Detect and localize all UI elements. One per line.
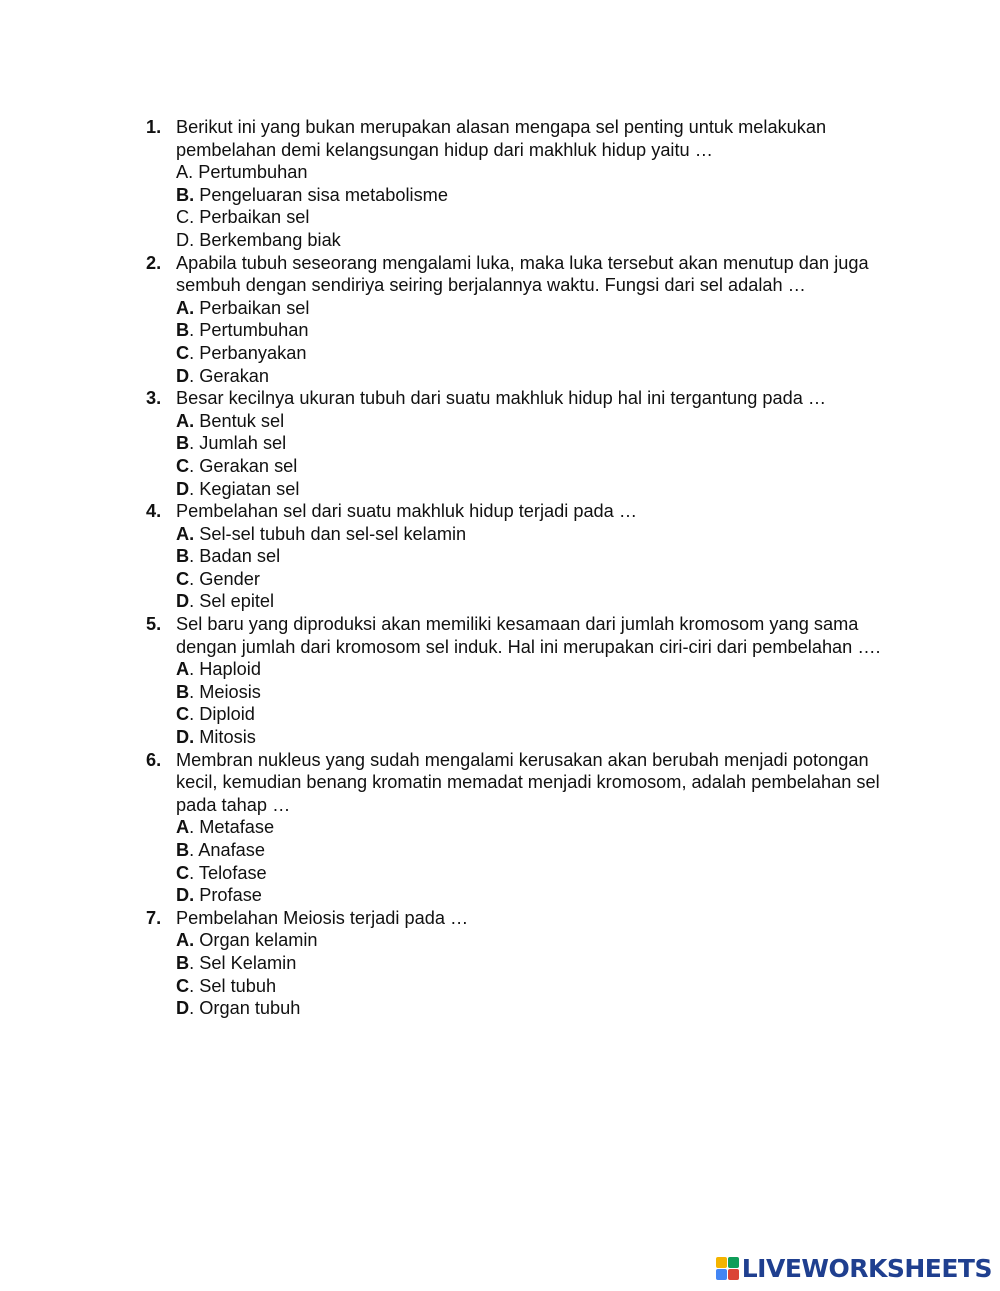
answer-option[interactable] xyxy=(176,229,886,252)
answer-option[interactable] xyxy=(176,726,886,749)
liveworksheets-logo xyxy=(716,1253,992,1283)
answer-option[interactable] xyxy=(176,432,886,455)
option-letter: A. xyxy=(176,930,195,951)
option-text: Diploid xyxy=(194,704,255,725)
option-separator: . xyxy=(189,433,195,454)
question-body xyxy=(176,387,886,500)
option-letter: B xyxy=(176,840,190,860)
option-letter: D xyxy=(176,478,190,499)
answer-option[interactable] xyxy=(176,703,886,726)
option-letter: B xyxy=(176,546,190,567)
option-text: Profase xyxy=(194,885,262,906)
option-text: Gerakan sel xyxy=(194,455,298,476)
question-5 xyxy=(146,613,886,749)
question-7 xyxy=(146,907,886,1020)
option-letter: D xyxy=(176,998,190,1019)
question-body xyxy=(176,749,886,907)
option-text: Kegiatan sel xyxy=(194,478,300,499)
question-text: Apabila tubuh seseorang mengalami luka, maka luka tersebut akan menutup dan juga sembuh dengan sendiriya seiring berjalannya waktu. Fungsi dari sel adalah … xyxy=(176,252,869,296)
option-letter: C xyxy=(176,975,190,996)
answer-option[interactable] xyxy=(176,862,886,885)
option-letter: B. xyxy=(176,184,195,205)
option-text: Pertumbuhan xyxy=(194,320,309,341)
option-text: Anafase xyxy=(194,840,265,860)
option-letter: A. xyxy=(176,523,195,544)
option-text: Metafase xyxy=(194,817,275,838)
answer-option[interactable] xyxy=(176,975,886,998)
question-body xyxy=(176,252,886,388)
question-number: 2. xyxy=(146,252,162,273)
answer-option[interactable] xyxy=(176,523,886,546)
option-text: Perbanyakan xyxy=(194,342,307,363)
option-text: Sel Kelamin xyxy=(194,952,297,973)
option-letter: B xyxy=(176,433,190,454)
answer-option[interactable] xyxy=(176,365,886,388)
question-number: 5. xyxy=(146,614,162,635)
answer-option[interactable] xyxy=(176,816,886,839)
answer-option[interactable] xyxy=(176,884,886,907)
question-number: 7. xyxy=(146,907,162,928)
option-separator: . xyxy=(189,840,195,860)
question-text: Sel baru yang diproduksi akan memiliki kesamaan dari jumlah kromosom yang sama dengan jumlah dari kromosom sel induk. Hal ini merupakan ciri-ciri dari pembelahan …. xyxy=(176,614,881,657)
option-separator: . xyxy=(189,998,195,1019)
question-6 xyxy=(146,749,886,907)
liveworksheets-logo-icon xyxy=(716,1257,739,1280)
option-letter: B xyxy=(176,681,190,702)
logo-square-red xyxy=(728,1269,739,1280)
option-letter: D. xyxy=(176,727,195,748)
answer-option[interactable] xyxy=(176,839,886,862)
option-text: Berkembang biak xyxy=(194,229,341,250)
option-text: Badan sel xyxy=(194,546,281,567)
answer-option[interactable] xyxy=(176,952,886,975)
option-text: Organ kelamin xyxy=(194,930,318,951)
option-letter: D. xyxy=(176,885,195,906)
question-text: Berikut ini yang bukan merupakan alasan mengapa sel penting untuk melakukan pembelahan demi kelangsungan hidup dari makhluk hidup yaitu … xyxy=(176,117,827,160)
answer-option[interactable] xyxy=(176,410,886,433)
option-text: Sel epitel xyxy=(194,591,275,612)
answer-option[interactable] xyxy=(176,681,886,704)
option-text: Organ tubuh xyxy=(194,998,301,1019)
option-separator: . xyxy=(189,546,195,567)
option-text: Bentuk sel xyxy=(194,410,285,431)
option-text: Perbaikan sel xyxy=(194,207,310,228)
answer-option[interactable] xyxy=(176,161,886,184)
worksheet-questions xyxy=(146,116,886,1020)
logo-square-yellow xyxy=(716,1257,727,1268)
answer-option[interactable] xyxy=(176,929,886,952)
option-separator: . xyxy=(189,455,195,476)
answer-option[interactable] xyxy=(176,997,886,1020)
option-text: Sel-sel tubuh dan sel-sel kelamin xyxy=(194,523,467,544)
option-separator: . xyxy=(189,975,195,996)
question-1 xyxy=(146,116,886,252)
logo-square-blue xyxy=(716,1269,727,1280)
question-number: 6. xyxy=(146,749,162,770)
option-letter: A. xyxy=(176,410,195,431)
option-text: Sel tubuh xyxy=(194,975,277,996)
option-text: Gender xyxy=(194,568,260,589)
option-text: Mitosis xyxy=(194,727,256,748)
option-letter: A xyxy=(176,817,190,838)
answer-option[interactable] xyxy=(176,455,886,478)
option-separator: . xyxy=(189,681,195,702)
option-separator: . xyxy=(189,659,195,680)
question-body xyxy=(176,116,886,252)
option-text: Pengeluaran sisa metabolisme xyxy=(194,184,448,205)
option-letter: C xyxy=(176,862,190,883)
answer-option[interactable] xyxy=(176,319,886,342)
option-separator: . xyxy=(189,320,195,341)
option-separator: . xyxy=(189,862,195,883)
question-text: Pembelahan sel dari suatu makhluk hidup terjadi pada … xyxy=(176,501,638,522)
option-letter: D xyxy=(176,591,190,612)
option-letter: D xyxy=(176,365,190,386)
answer-option[interactable] xyxy=(176,568,886,591)
option-letter: C xyxy=(176,568,190,589)
question-4 xyxy=(146,500,886,613)
liveworksheets-logo-text: LIVEWORKSHEETS xyxy=(741,1253,992,1283)
option-letter: A. xyxy=(176,162,194,183)
question-2 xyxy=(146,252,886,388)
option-letter: C xyxy=(176,704,190,725)
option-letter: B xyxy=(176,952,190,973)
option-letter: A. xyxy=(176,297,195,318)
option-text: Perbaikan sel xyxy=(194,297,310,318)
question-number: 1. xyxy=(146,117,162,137)
option-text: Jumlah sel xyxy=(194,433,287,454)
option-separator: . xyxy=(189,952,195,973)
question-text: Besar kecilnya ukuran tubuh dari suatu makhluk hidup hal ini tergantung pada … xyxy=(176,388,827,409)
answer-option[interactable] xyxy=(176,342,886,365)
option-letter: C xyxy=(176,455,190,476)
option-text: Haploid xyxy=(194,659,261,680)
option-separator: . xyxy=(189,817,195,838)
answer-option[interactable] xyxy=(176,545,886,568)
option-separator: . xyxy=(189,478,195,499)
answer-option[interactable] xyxy=(176,206,886,229)
option-text: Meiosis xyxy=(194,681,261,702)
option-letter: D. xyxy=(176,229,195,250)
option-separator: . xyxy=(189,365,195,386)
option-separator: . xyxy=(189,704,195,725)
question-number: 3. xyxy=(146,388,162,409)
answer-option[interactable] xyxy=(176,297,886,320)
question-body xyxy=(176,500,886,613)
option-letter: C xyxy=(176,342,190,363)
logo-square-green xyxy=(728,1257,739,1268)
option-text: Pertumbuhan xyxy=(193,162,308,183)
answer-option[interactable] xyxy=(176,590,886,613)
option-letter: B xyxy=(176,320,190,341)
option-text: Gerakan xyxy=(194,365,270,386)
option-letter: C. xyxy=(176,207,195,228)
question-body xyxy=(176,907,886,1020)
question-text: Pembelahan Meiosis terjadi pada … xyxy=(176,907,469,928)
option-separator: . xyxy=(189,568,195,589)
option-letter: A xyxy=(176,659,190,680)
option-text: Telofase xyxy=(194,862,267,883)
answer-option[interactable] xyxy=(176,658,886,681)
option-separator: . xyxy=(189,591,195,612)
question-number: 4. xyxy=(146,501,162,522)
answer-option[interactable] xyxy=(176,478,886,501)
question-text: Membran nukleus yang sudah mengalami kerusakan akan berubah menjadi potongan kecil, kemudian benang kromatin memadat menjadi kromosom, adalah pembelahan sel pada tahap … xyxy=(176,749,880,815)
option-separator: . xyxy=(189,342,195,363)
answer-option[interactable] xyxy=(176,184,886,207)
question-body xyxy=(176,613,886,749)
question-3 xyxy=(146,387,886,500)
